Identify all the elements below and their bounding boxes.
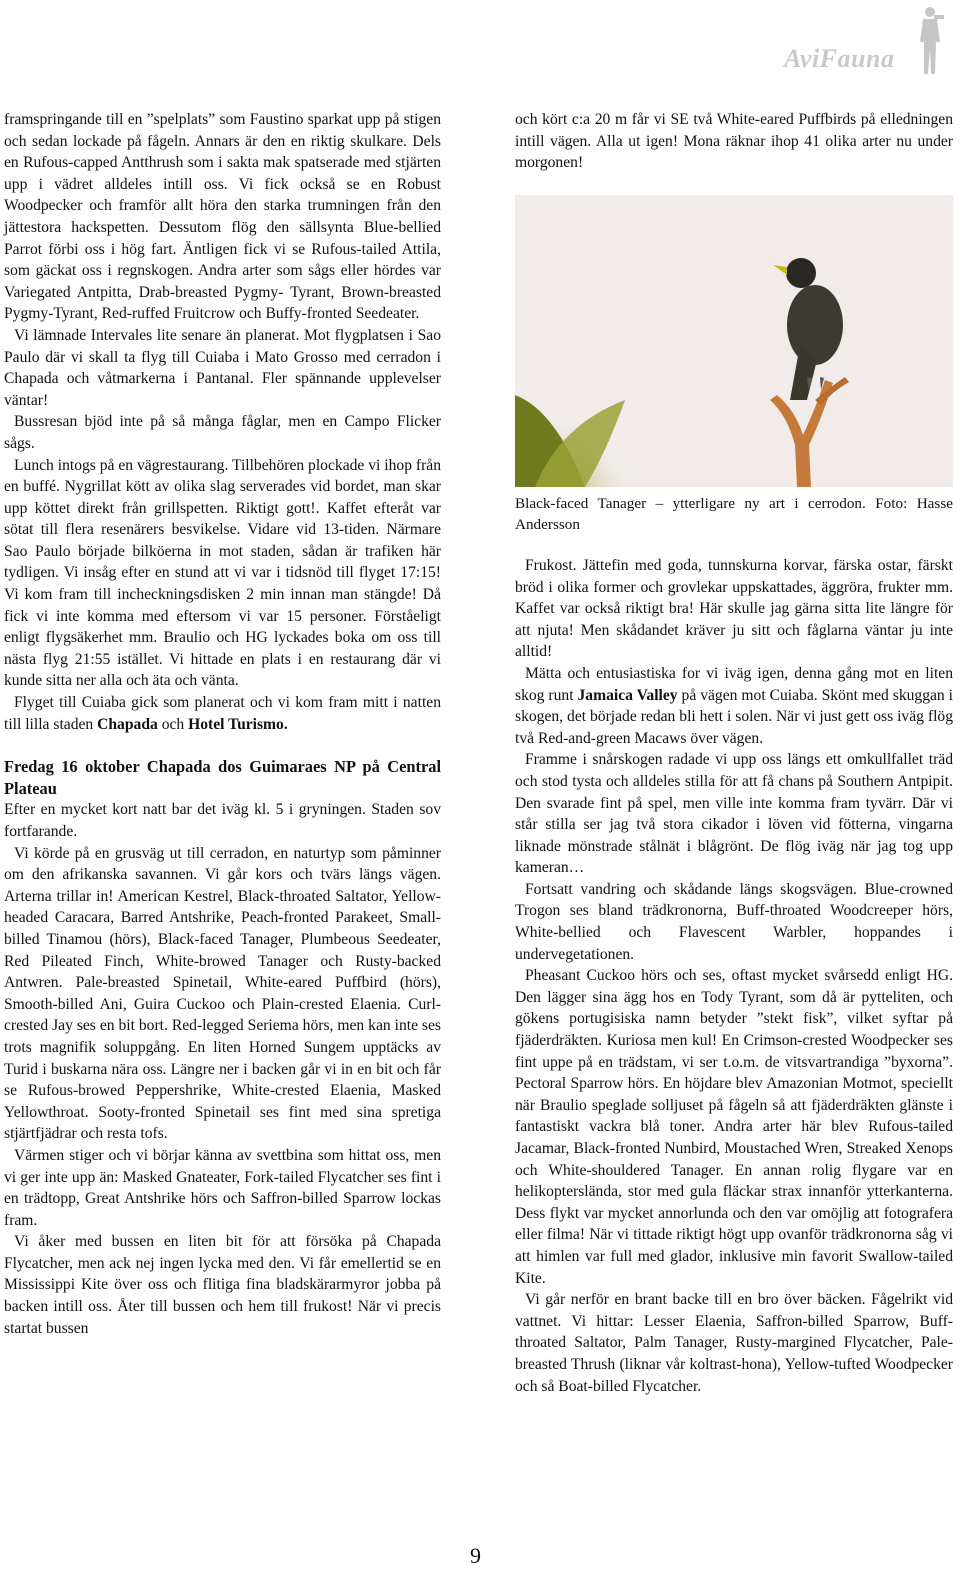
- paragraph: Lunch intogs på en vägrestaurang. Tillbehören plockade vi ihop från en buffé. Nygrillat kött av olika slag serverades vid bordet, man skar upp köttet direkt från grillspetten. Riktigt gott!. Kaffet efteråt var sötat till flera resenärers besvikelse. Vidare vid 13-tiden. Närmare Sao Paulo började bilköerna in mot staden, sådan är trafiken här tydligen. Vi insåg efter en stund att vi var i tidsnöd till flyget 17:15! Vi kom fram till incheckningsdisken 2 min innan man stängde! Då fick vi inte komma med eftersom vi var 15 personer. Förståeligt enligt flygsäkerhet mm. Braulio och HG lyckades boka om oss till nästa flyg 21:55 istället. Vi hittade en plats i en restaurang där vi kunde sitta ner alla och äta och vänta.: [4, 456, 441, 690]
- logo-text: AviFauna: [784, 44, 895, 73]
- place-name: Chapada: [97, 715, 158, 733]
- paragraph: Flyget till Cuiaba gick som planerat och vi kom fram mitt i natten till lilla staden Chapada och Hotel Turismo.: [4, 694, 441, 733]
- paragraph: Värmen stiger och vi börjar känna av svettbina som hittat oss, men vi ger inte upp än: Masked Gnateater, Fork-tailed Flycatcher ses fint i en trädtopp, Great Antshrike hörs och Saffron-billed Sparrow lockas fram.: [4, 1146, 441, 1229]
- left-column: [4, 109, 441, 1339]
- page-number: 9: [470, 1543, 481, 1568]
- paragraph: Vi åker med bussen en liten bit för att försöka på Chapada Flycatcher, men ack nej ingen lycka med den. Vi får emellertid se en Mississippi Kite över oss och flitiga fina bladskärarmyror jobba på backen intill oss. Åter till bussen och hem till frukost! När vi precis startat bussen: [4, 1233, 441, 1337]
- paragraph: Mätta och entusiastiska for vi iväg igen, denna gång mot en liten skog runt Jamaica Valley på vägen mot Cuiaba. Skönt med skuggan i skogen, det började redan bli hett i solen. När vi just gett oss iväg flög två Red-and-green Macaws över vägen.: [515, 664, 954, 747]
- paragraph: framspringande till en ”spelplats” som Faustino sparkat upp på stigen och sedan lockade på fågeln. Annars är den en riktig skulkare. Dels en Rufous-capped Antthrush som i sakta mak spatserade med stjärten upp i vädret alldeles intill oss. Vi fick också se en Robust Woodpecker och framför allt höra den starka trumningen från den jättestora hackspetten. Dessutom flög den sällsynta Blue-bellied Parrot förbi oss i hög fart. Äntligen fick vi se Rufous-tailed Attila, som gäckat oss i regnskogen. Andra arter som sågs eller hördes var Variegated Antpitta, Drab-breasted Pygmy- Tyrant, Brown-breasted Pygmy-Tyrant, Red-ruffed Fruitcrow och Buffy-fronted Seedeater.: [4, 111, 441, 323]
- photo-caption: Black-faced Tanager – ytterligare ny art i cerrodon. Foto: Hasse Andersson: [515, 494, 953, 534]
- paragraph: Fortsatt vandring och skådande längs skogsvägen. Blue-crowned Trogon ses bland trädkronorna, Buff-throated Woodcreeper hörs, White-bellied och Flavescent Warbler, hoppandes i undervegetationen.: [515, 880, 953, 963]
- paragraph: Bussresan bjöd inte på så många fåglar, men en Campo Flicker sågs.: [4, 413, 441, 452]
- avifauna-logo: [760, 4, 956, 76]
- right-column: [515, 109, 953, 1397]
- paragraph: Vi körde på en grusväg ut till cerradon, en naturtyp som påminner om den afrikanska savannen. Vi går kors och tvärs längs vägen. Arterna trillar in! American Kestrel, Black-throated Saltator, Yellow-headed Caracara, Barred Antshrike, Peach-fronted Parakeet, Small-billed Tinamou (hörs), Black-faced Tanager, Plumbeous Seedeater, Red Pileated Finch, White-browed Tanager och Rusty-backed Antwren. Pale-breasted Spinetail, White-eared Puffbird (hörs), Smooth-billed Ani, Guira Cuckoo och Plain-crested Elaenia. Curl-crested Jay ses en bit bort. Red-legged Seriema hörs, men kan inte ses trots magnifik soluppgång. En liten Horned Sungem upptäcks av Turid i buskarna nära oss. Längre ner i backen går vi in en bit och får se Rufous-browed Peppershrike, White-crested Elaenia, Masked Yellowthroat. Sooty-fronted Spinetail ses fint med sina spretiga stjärtfjädrar och resta tofs.: [4, 844, 441, 1143]
- paragraph: Efter en mycket kort natt bar det iväg kl. 5 i gryningen. Staden sov fortfarande.: [4, 801, 441, 840]
- place-name: Jamaica Valley: [577, 686, 678, 704]
- bird-watcher-silhouette-icon: [910, 4, 950, 76]
- paragraph: Frukost. Jättefin med goda, tunnskurna korvar, färska ostar, färskt bröd i olika former och grovlekar uppskattades, äggröra, frukter mm. Kaffet var också riktigt bra! Här skulle jag gärna sitta lite längre för att njuta! Men skådandet kräver ju sitt och fåglarna väntar ju inte alltid!: [515, 556, 953, 661]
- paragraph: Vi lämnade Intervales lite senare än planerat. Mot flygplatsen i Sao Paulo där vi skall ta flyg till Cuiaba i Mato Grosso med cerradon i Chapada och våtmarkerna i Pantanal. Fler spännande upplevelser väntar!: [4, 326, 441, 409]
- paragraph: Framme i snårskogen radade vi upp oss längs ett omkullfallet träd och stod tysta och alldeles stilla för att få chans på Southern Antpipit. Den svarade fint på spel, men ville inte komma fram tyvärr. Där vi står stilla ser jag två stora cikador i löven vid fötterna, vingarna liknade mönstrade stålnät i blågrönt. De flög iväg när jag tog upp kameran…: [515, 751, 953, 877]
- black-faced-tanager-image: [515, 195, 953, 487]
- paragraph: och kört c:a 20 m får vi SE två White-eared Puffbirds på elledningen intill vägen. Alla ut igen! Mona räknar ihop 41 olika arter nu under morgonen!: [515, 111, 953, 172]
- paragraph: Pheasant Cuckoo hörs och ses, oftast mycket svårsedd enligt HG. Den lägger sina ägg hos en Tody Tyrant, som då är pytteliten, och gökens portugisiska namn betyder ”stekt fisk”, vilket syftar på fjäderdräkten. Kuriosa men kul! En Crimson-crested Woodpecker ses fint uppe på en trädstam, vi ser t.o.m. de vitsvartrandiga ”byxorna”. Pectoral Sparrow hörs. En höjdare blev Amazonian Motmot, speciellt när Braulio speglade solljuset på fågeln så att fjäderdräkten glänste i fantastiskt vackra blå toner. Andra arter här blev Rufous-tailed Jacamar, Black-fronted Nunbird, Moustached Wren, Streaked Xenops och White-shouldered Tanager. En annan rolig flygare var en helikopterslända, stor med gula fläckar strax innanför ytterkanterna. Dess flykt var mycket annorlunda och den var omöjlig att fotografera eller filma! När vi tittade riktigt högt upp ovanför trädkronorna såg vi att himlen var full med glador, inklusive min favorit Swallow-tailed Kite.: [515, 967, 953, 1287]
- hotel-name: Hotel Turismo.: [188, 715, 288, 733]
- paragraph: Vi går nerför en brant backe till en bro över bäcken. Fågelrikt vid vattnet. Vi hittar: Lesser Elaenia, Saffron-billed Sparrow, Buff-throated Saltator, Palm Tanager, Rusty-margined Flycatcher, Pale-breasted Thrush (liknar vår koltrast-hona), Yellow-tufted Woodpecker och så Boat-billed Flycatcher.: [515, 1291, 953, 1395]
- bird-photo: [515, 195, 953, 487]
- day-heading: Fredag 16 oktober Chapada dos Guimaraes NP på Central Plateau: [4, 757, 441, 798]
